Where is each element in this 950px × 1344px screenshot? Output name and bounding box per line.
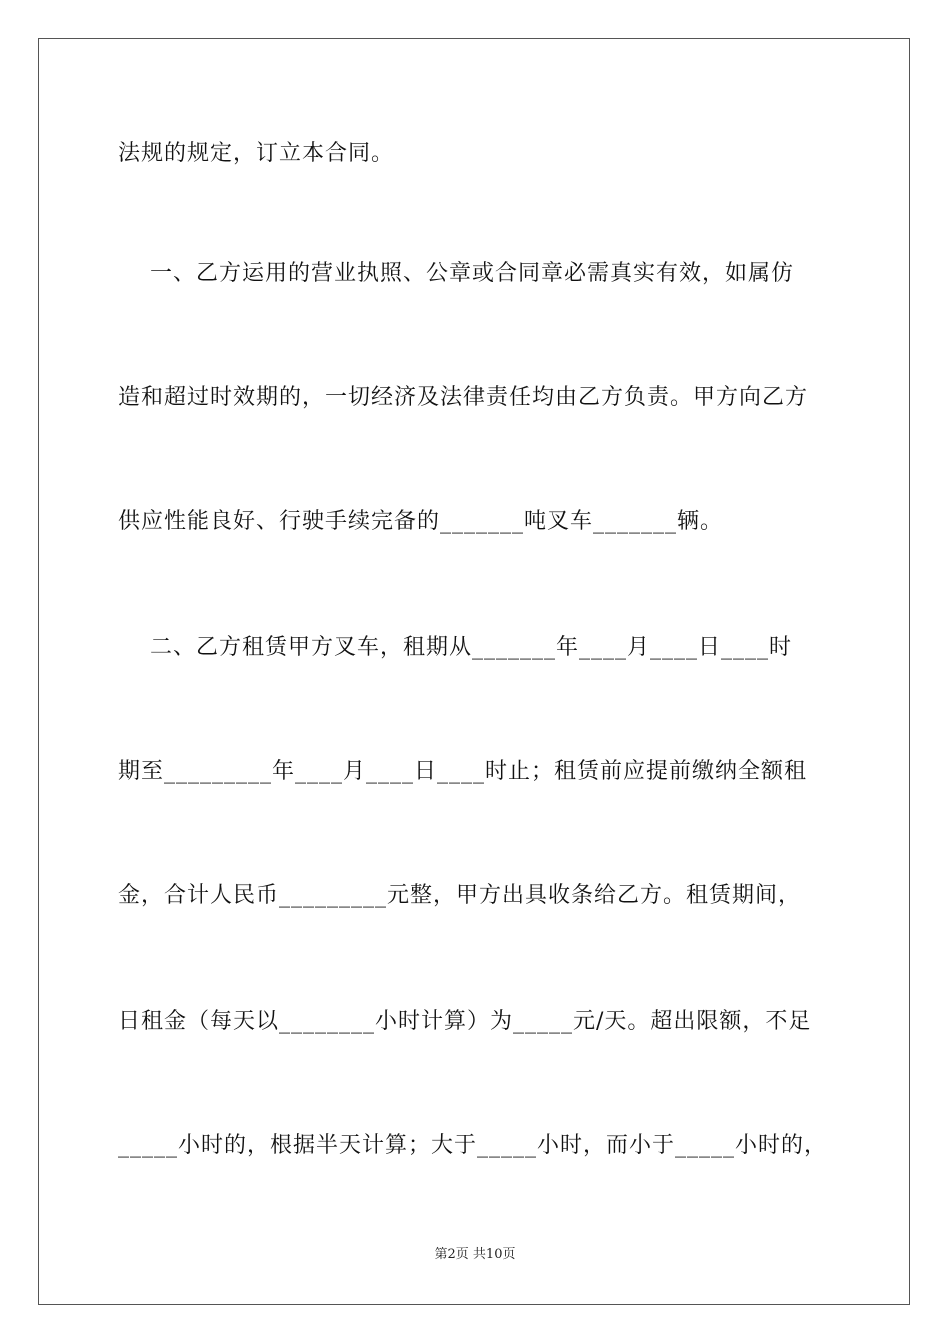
text-line-7: 金，合计人民币_________元整，甲方出具收条给乙方。租赁期间， [118, 883, 802, 908]
text-line-5: 二、乙方租赁甲方叉车，租期从_______年____月____日____时 [118, 635, 792, 660]
text-line-1: 法规的规定，订立本合同。 [118, 141, 395, 166]
text-line-2: 一、乙方运用的营业执照、公章或合同章必需真实有效，如属仿 [118, 261, 794, 286]
text-line-3: 造和超过时效期的，一切经济及法律责任均由乙方负责。甲方向乙方 [118, 385, 809, 410]
text-line-4: 供应性能良好、行驶手续完备的_______吨叉车_______辆。 [118, 509, 724, 534]
text-line-9: _____小时的，根据半天计算；大于_____小时，而小于_____小时的， [118, 1133, 828, 1158]
text-line-6: 期至_________年____月____日____时止；租赁前应提前缴纳全额租 [118, 759, 808, 784]
page-number-footer: 第2页 共10页 [434, 1247, 516, 1262]
page-border [38, 38, 910, 1305]
text-line-8: 日租金（每天以________小时计算）为_____元/天。超出限额，不足 [118, 1009, 812, 1034]
